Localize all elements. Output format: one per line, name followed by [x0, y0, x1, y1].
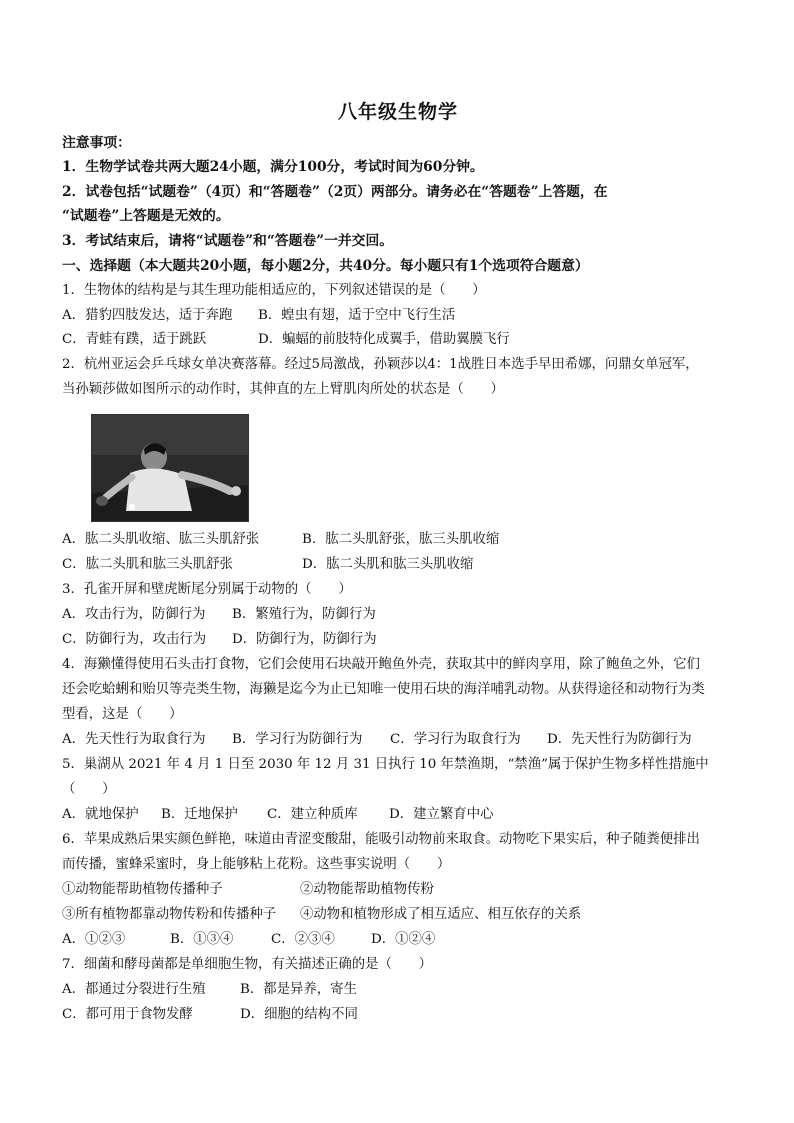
q4-option-c: C．学习行为取食行为 — [390, 732, 521, 747]
notice-item-2-cont: “试题卷”上答题是无效的。 — [62, 208, 230, 224]
q6-option-d: D．①②④ — [371, 932, 436, 947]
q6-option-b: B．①③④ — [170, 932, 234, 947]
q7-option-d: D．细胞的结构不同 — [240, 1007, 358, 1022]
notice-item-3: 3．考试结束后，请将“试题卷”和“答题卷”一并交回。 — [62, 233, 394, 249]
q5-option-a: A．就地保护 — [62, 807, 139, 822]
q6-stem-line1: 6．苹果成熟后果实颜色鲜艳，味道由青涩变酸甜，能吸引动物前来取食。动物吃下果实后，种子随粪便排出 — [62, 832, 700, 847]
q2-option-a: A．肱二头肌收缩、肱三头肌舒张 — [62, 532, 260, 547]
q3-option-c: C．防御行为，攻击行为 — [62, 632, 207, 647]
q3-option-d: D．防御行为，防御行为 — [232, 632, 377, 647]
q6-statements-row1 — [62, 881, 434, 899]
q6-options-row — [62, 931, 435, 949]
q6-option-a: A．①②③ — [62, 932, 126, 947]
q3-stem: 3．孔雀开屏和壁虎断尾分别属于动物的（ ） — [62, 582, 352, 597]
q4-options-row — [62, 731, 692, 749]
q3-option-b: B．繁殖行为，防御行为 — [232, 607, 376, 622]
q2-options-row2 — [62, 556, 473, 574]
q7-option-a: A．都通过分裂进行生殖 — [62, 982, 206, 997]
q6-statement-3: ③所有植物都靠动物传粉和传播种子 — [62, 907, 277, 922]
q4-option-a: A．先天性行为取食行为 — [62, 732, 206, 747]
q5-stem-line1: 5．巢湖从 2021 年 4 月 1 日至 2030 年 12 月 31 日执行 10 年禁渔期，“禁渔”属于保护生物多样性措施中 — [62, 757, 709, 772]
q5-options-row — [62, 806, 493, 824]
q3-option-a: A．攻击行为，防御行为 — [62, 607, 206, 622]
q2-option-d: D．肱二头肌和肱三头肌收缩 — [302, 557, 474, 572]
q5-option-b: B．迁地保护 — [161, 807, 238, 822]
q5-option-d: D．建立繁育中心 — [389, 807, 494, 822]
q1-options-row1 — [62, 307, 455, 325]
q1-stem: 1．生物体的结构是与其生理功能相适应的，下列叙述错误的是（ ） — [62, 283, 486, 298]
q3-options-row2 — [62, 631, 377, 649]
q2-stem-line2: 当孙颖莎做如图所示的动作时，其伸直的左上臂肌肉所处的状态是（ ） — [62, 382, 504, 397]
notice-item-2: 2．试卷包括“试题卷”（4页）和“答题卷”（2页）两部分。请务必在“答题卷”上答题，在 — [62, 184, 608, 200]
q4-option-b: B．学习行为防御行为 — [232, 732, 363, 747]
notice-item-1: 1．生物学试卷共两大题24小题，满分100分，考试时间为60分钟。 — [62, 159, 484, 175]
q7-option-c: C．都可用于食物发酵 — [62, 1007, 193, 1022]
q2-option-b: B．肱二头肌舒张，肱三头肌收缩 — [302, 532, 500, 547]
q1-option-a: A．猎豹四肢发达，适于奔跑 — [62, 308, 233, 323]
q7-options-row1 — [62, 981, 357, 999]
q1-option-d: D．蝙蝠的前肢特化成翼手，借助翼膜飞行 — [258, 332, 510, 347]
q6-stem-line2: 而传播，蜜蜂采蜜时，身上能够粘上花粉。这些事实说明（ ） — [62, 857, 451, 872]
q7-stem: 7．细菌和酵母菌都是单细胞生物，有关描述正确的是（ ） — [62, 957, 433, 972]
table-tennis-illustration — [92, 415, 248, 521]
q5-stem-line2: （ ） — [62, 782, 116, 797]
notice-heading: 注意事项： — [62, 135, 131, 151]
q4-stem-line3: 型看，这是（ ） — [62, 707, 183, 722]
q6-statement-2: ②动物能帮助植物传粉 — [300, 882, 434, 897]
q2-stem-line1: 2．杭州亚运会乒乓球女单决赛落幕。经过5局激战，孙颖莎以4：1战胜日本选手早田希娜，问鼎女单冠军， — [62, 357, 699, 372]
q6-option-c: C．②③④ — [271, 932, 335, 947]
q5-option-c: C．建立种质库 — [267, 807, 358, 822]
q1-options-row2 — [62, 331, 510, 349]
q4-option-d: D．先天性行为防御行为 — [547, 732, 692, 747]
q2-option-c: C．肱二头肌和肱三头肌舒张 — [62, 557, 233, 572]
q6-statement-1: ①动物能帮助植物传播种子 — [62, 882, 223, 897]
table-tennis-photo — [91, 414, 249, 522]
q4-stem-line2: 还会吃蛤蜊和贻贝等壳类生物，海獭是迄今为止已知唯一使用石块的海洋哺乳动物。从获得途径和动物行为类 — [62, 682, 705, 697]
q7-option-b: B．都是异养，寄生 — [240, 982, 357, 997]
q4-stem-line1: 4．海獭懂得使用石头击打食物，它们会使用石块敲开鲍鱼外壳，获取其中的鲜肉享用，除了鲍鱼之外，它们 — [62, 657, 700, 672]
section-heading: 一、选择题（本大题共20小题，每小题2分，共40分。每小题只有1个选项符合题意） — [62, 258, 589, 274]
q6-statements-row2 — [62, 906, 581, 924]
q1-option-b: B．蝗虫有翅，适于空中飞行生活 — [258, 308, 456, 323]
q6-statement-4: ④动物和植物形成了相互适应、相互依存的关系 — [300, 907, 582, 922]
page-title: 八年级生物学 — [337, 101, 458, 123]
q1-option-c: C．青蛙有蹼，适于跳跃 — [62, 332, 207, 347]
q2-options-row1 — [62, 531, 499, 549]
q3-options-row1 — [62, 606, 376, 624]
q7-options-row2 — [62, 1006, 358, 1024]
